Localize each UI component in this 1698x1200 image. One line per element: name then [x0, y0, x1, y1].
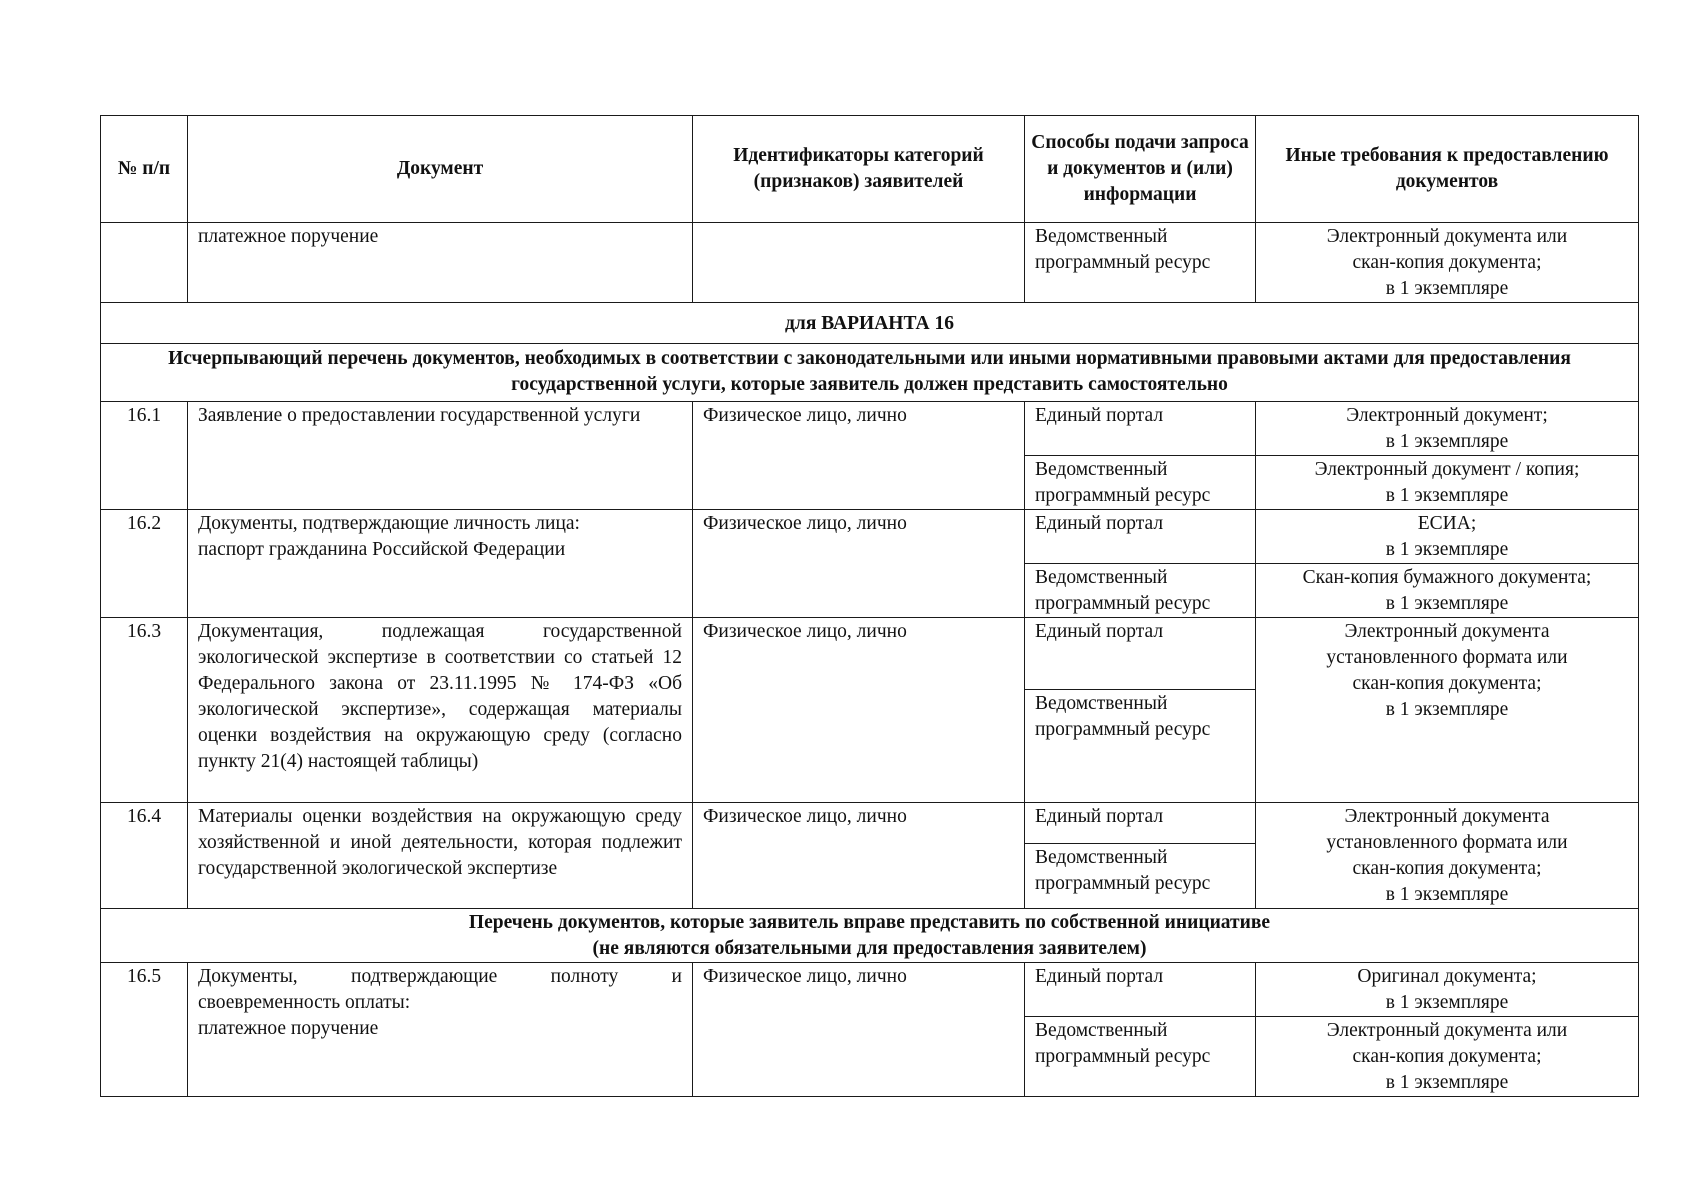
section-heading-row	[101, 909, 1639, 963]
variant-heading: для ВАРИАНТА 16	[101, 303, 1639, 344]
requirement-cell: ЕСИА; в 1 экземпляре	[1256, 510, 1639, 564]
document-cell: Документация, подлежащая государственной экологической экспертизе в соответствии со статьей 12 Федерального закона от 23.11.1995 № 174-ФЗ «Об экологической экспертизе», содержащая материалы оценки воздействия на окружающую среду (согласно пункту 21(4) настоящей таблицы)	[188, 618, 693, 803]
method-cell: Единый портал	[1025, 618, 1256, 690]
table-row	[101, 963, 1639, 1017]
requirement-cell: Электронный документ; в 1 экземпляре	[1256, 402, 1639, 456]
requirement-cell: Электронный документа или скан-копия документа; в 1 экземпляре	[1256, 223, 1639, 303]
header-other-requirements: Иные требования к предоставлению документов	[1256, 116, 1639, 223]
identifier-cell: Физическое лицо, лично	[693, 618, 1025, 803]
table-row	[101, 803, 1639, 844]
requirement-cell: Электронный документа установленного формата или скан-копия документа; в 1 экземпляре	[1256, 803, 1639, 909]
section-heading-optional: Перечень документов, которые заявитель вправе представить по собственной инициативе (не являются обязательными для предоставления заявителем)	[101, 909, 1639, 963]
requirements-table	[100, 115, 1639, 1097]
method-cell: Ведомственный программный ресурс	[1025, 456, 1256, 510]
requirement-cell: Электронный документ / копия; в 1 экземпляре	[1256, 456, 1639, 510]
document-cell: Материалы оценки воздействия на окружающую среду хозяйственной и иной деятельности, которая подлежит государственной экологической экспертизе	[188, 803, 693, 909]
table-row	[101, 510, 1639, 564]
identifier-cell: Физическое лицо, лично	[693, 402, 1025, 510]
table-row	[101, 223, 1639, 303]
document-cell: платежное поручение	[188, 223, 693, 303]
document-cell: Документы, подтверждающие полноту и своевременность оплаты: платежное поручение	[188, 963, 693, 1097]
row-number: 16.3	[101, 618, 188, 803]
identifier-cell: Физическое лицо, лично	[693, 510, 1025, 618]
method-cell: Ведомственный программный ресурс	[1025, 1017, 1256, 1097]
method-cell: Ведомственный программный ресурс	[1025, 690, 1256, 803]
row-number: 16.5	[101, 963, 188, 1097]
method-cell: Единый портал	[1025, 803, 1256, 844]
requirement-cell: Электронный документа или скан-копия документа; в 1 экземпляре	[1256, 1017, 1639, 1097]
row-number: 16.2	[101, 510, 188, 618]
section-heading-row	[101, 344, 1639, 402]
method-cell: Единый портал	[1025, 510, 1256, 564]
identifier-cell: Физическое лицо, лично	[693, 803, 1025, 909]
header-applicant-identifiers: Идентификаторы категорий (признаков) заявителей	[693, 116, 1025, 223]
table-row	[101, 618, 1639, 690]
document-cell: Документы, подтверждающие личность лица: паспорт гражданина Российской Федерации	[188, 510, 693, 618]
table-row	[101, 402, 1639, 456]
row-number: 16.1	[101, 402, 188, 510]
table-header-row	[101, 116, 1639, 223]
document-cell: Заявление о предоставлении государственной услуги	[188, 402, 693, 510]
header-number: № п/п	[101, 116, 188, 223]
header-submission-methods: Способы подачи запроса и документов и (или) информации	[1025, 116, 1256, 223]
requirement-cell: Оригинал документа; в 1 экземпляре	[1256, 963, 1639, 1017]
requirement-cell: Электронный документа установленного формата или скан-копия документа; в 1 экземпляре	[1256, 618, 1639, 803]
identifier-cell: Физическое лицо, лично	[693, 963, 1025, 1097]
row-number: 16.4	[101, 803, 188, 909]
method-cell: Единый портал	[1025, 402, 1256, 456]
method-cell: Ведомственный программный ресурс	[1025, 844, 1256, 909]
header-document: Документ	[188, 116, 693, 223]
method-cell: Ведомственный программный ресурс	[1025, 223, 1256, 303]
requirement-cell: Скан-копия бумажного документа; в 1 экземпляре	[1256, 564, 1639, 618]
variant-heading-row	[101, 303, 1639, 344]
method-cell: Единый портал	[1025, 963, 1256, 1017]
section-heading-mandatory: Исчерпывающий перечень документов, необходимых в соответствии с законодательными или иными нормативными правовыми актами для предоставления государственной услуги, которые заявитель должен представить самостоятельно	[101, 344, 1639, 402]
identifier-cell	[693, 223, 1025, 303]
method-cell: Ведомственный программный ресурс	[1025, 564, 1256, 618]
